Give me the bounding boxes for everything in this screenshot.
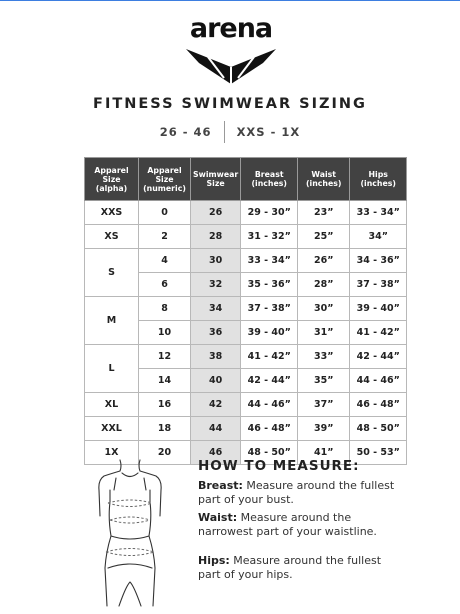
cell-waist: 28” bbox=[298, 273, 350, 297]
cell-alpha: L bbox=[85, 345, 139, 393]
table-row bbox=[85, 393, 407, 417]
numeric-size-range: 26 - 46 bbox=[159, 125, 212, 139]
diamond-logo-icon bbox=[186, 46, 276, 86]
breast-label: Breast: bbox=[198, 479, 243, 492]
hips-label: Hips: bbox=[198, 554, 230, 567]
cell-waist: 31” bbox=[298, 321, 350, 345]
breast-instruction bbox=[198, 479, 398, 506]
breast-text: Measure around the fullest part of your bust. bbox=[198, 479, 395, 506]
table-row bbox=[85, 297, 407, 321]
cell-waist: 37” bbox=[298, 393, 350, 417]
cell-breast: 33 - 34” bbox=[241, 249, 298, 273]
cell-numeric: 12 bbox=[139, 345, 191, 369]
cell-hips: 44 - 46” bbox=[350, 369, 407, 393]
waist-text: Measure around the narrowest part of your waistline. bbox=[198, 511, 377, 538]
cell-waist: 26” bbox=[298, 249, 350, 273]
table-row bbox=[85, 249, 407, 273]
cell-numeric: 20 bbox=[139, 441, 191, 465]
cell-hips: 41 - 42” bbox=[350, 321, 407, 345]
cell-alpha: 1X bbox=[85, 441, 139, 465]
cell-breast: 35 - 36” bbox=[241, 273, 298, 297]
cell-breast: 31 - 32” bbox=[241, 225, 298, 249]
cell-alpha: XXS bbox=[85, 201, 139, 225]
cell-numeric: 4 bbox=[139, 249, 191, 273]
cell-waist: 30” bbox=[298, 297, 350, 321]
hips-text: Measure around the fullest part of your hips. bbox=[198, 554, 382, 581]
cell-hips: 46 - 48” bbox=[350, 393, 407, 417]
cell-breast: 44 - 46” bbox=[241, 393, 298, 417]
header-hips: Hips (inches) bbox=[350, 158, 407, 201]
cell-hips: 34” bbox=[350, 225, 407, 249]
table-row bbox=[85, 201, 407, 225]
cell-swimwear: 38 bbox=[191, 345, 241, 369]
cell-hips: 48 - 50” bbox=[350, 417, 407, 441]
header-breast: Breast (inches) bbox=[241, 158, 298, 201]
cell-swimwear: 46 bbox=[191, 441, 241, 465]
cell-breast: 46 - 48” bbox=[241, 417, 298, 441]
header-apparel-numeric: Apparel Size (numeric) bbox=[139, 158, 191, 201]
cell-hips: 33 - 34” bbox=[350, 201, 407, 225]
waist-instruction bbox=[198, 511, 398, 538]
table-row bbox=[85, 345, 407, 369]
size-range-divider bbox=[224, 121, 225, 143]
top-border-line bbox=[0, 0, 460, 1]
cell-swimwear: 34 bbox=[191, 297, 241, 321]
cell-alpha: S bbox=[85, 249, 139, 297]
cell-hips: 39 - 40” bbox=[350, 297, 407, 321]
waist-label: Waist: bbox=[198, 511, 238, 524]
cell-breast: 37 - 38” bbox=[241, 297, 298, 321]
cell-swimwear: 28 bbox=[191, 225, 241, 249]
cell-swimwear: 44 bbox=[191, 417, 241, 441]
hips-instruction bbox=[198, 554, 398, 581]
cell-alpha: XXL bbox=[85, 417, 139, 441]
cell-waist: 23” bbox=[298, 201, 350, 225]
cell-numeric: 0 bbox=[139, 201, 191, 225]
cell-swimwear: 30 bbox=[191, 249, 241, 273]
cell-hips: 42 - 44” bbox=[350, 345, 407, 369]
cell-breast: 39 - 40” bbox=[241, 321, 298, 345]
page-title: FITNESS SWIMWEAR SIZING bbox=[93, 96, 367, 112]
cell-numeric: 18 bbox=[139, 417, 191, 441]
cell-swimwear: 32 bbox=[191, 273, 241, 297]
table-row bbox=[85, 417, 407, 441]
cell-alpha: XL bbox=[85, 393, 139, 417]
cell-waist: 25” bbox=[298, 225, 350, 249]
cell-numeric: 10 bbox=[139, 321, 191, 345]
cell-numeric: 14 bbox=[139, 369, 191, 393]
alpha-size-range: XXS - 1X bbox=[236, 125, 301, 139]
cell-numeric: 16 bbox=[139, 393, 191, 417]
cell-swimwear: 26 bbox=[191, 201, 241, 225]
cell-breast: 42 - 44” bbox=[241, 369, 298, 393]
cell-breast: 48 - 50” bbox=[241, 441, 298, 465]
how-to-measure-title: HOW TO MEASURE: bbox=[198, 458, 360, 474]
body-measurement-figure bbox=[96, 456, 164, 608]
cell-alpha: XS bbox=[85, 225, 139, 249]
brand-logo bbox=[185, 14, 277, 86]
header-waist: Waist (inches) bbox=[298, 158, 350, 201]
cell-waist: 35” bbox=[298, 369, 350, 393]
size-range bbox=[0, 121, 460, 143]
table-header-row bbox=[85, 158, 407, 201]
cell-hips: 37 - 38” bbox=[350, 273, 407, 297]
cell-waist: 41” bbox=[298, 441, 350, 465]
cell-numeric: 2 bbox=[139, 225, 191, 249]
cell-waist: 33” bbox=[298, 345, 350, 369]
cell-hips: 50 - 53” bbox=[350, 441, 407, 465]
header-swimwear-size: Swimwear Size bbox=[191, 158, 241, 201]
cell-swimwear: 36 bbox=[191, 321, 241, 345]
cell-alpha: M bbox=[85, 297, 139, 345]
cell-waist: 39” bbox=[298, 417, 350, 441]
cell-breast: 29 - 30” bbox=[241, 201, 298, 225]
logo-text: arena bbox=[189, 13, 273, 44]
cell-breast: 41 - 42” bbox=[241, 345, 298, 369]
sizing-table bbox=[84, 157, 407, 465]
cell-swimwear: 40 bbox=[191, 369, 241, 393]
table-row bbox=[85, 225, 407, 249]
header-apparel-alpha: Apparel Size (alpha) bbox=[85, 158, 139, 201]
cell-hips: 34 - 36” bbox=[350, 249, 407, 273]
cell-numeric: 8 bbox=[139, 297, 191, 321]
cell-swimwear: 42 bbox=[191, 393, 241, 417]
cell-numeric: 6 bbox=[139, 273, 191, 297]
